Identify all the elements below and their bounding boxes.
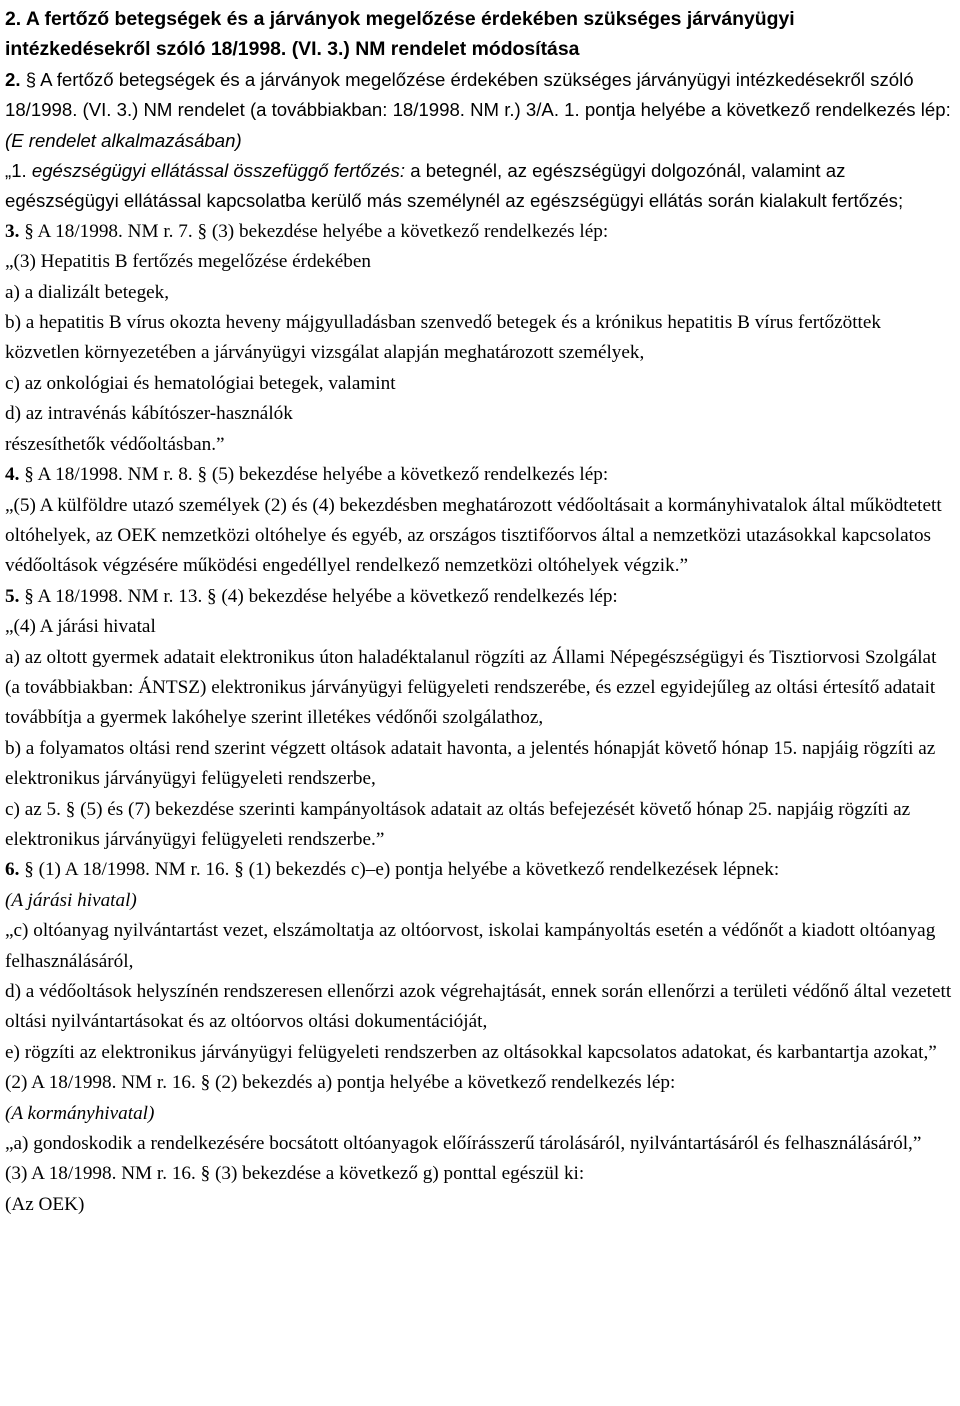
amendment-6-text: (1) A 18/1998. NM r. 16. § (1) bekezdés c)–e) pontja helyébe a következő rendelkezések lépnek: <box>38 859 780 881</box>
amendment-6 <box>5 855 953 885</box>
amendment-5-text: A 18/1998. NM r. 13. § (4) bekezdése helyébe a következő rendelkezés lép: <box>37 585 618 607</box>
amendment-3-line: b) a hepatitis B vírus okozta heveny májgyulladásban szenvedő betegek és a krónikus hepatitis B vírus fertőzöttek közvetlen környezetében a járványügyi vizsgálat alapján meghatározott személyek, <box>5 312 881 364</box>
defined-term: egészségügyi ellátással összefüggő fertőzés: <box>31 160 406 182</box>
amendment-5-number: 5. <box>5 585 20 607</box>
amendment-6-para-2: (2) A 18/1998. NM r. 16. § (2) bekezdés a) pontja helyébe a következő rendelkezés lép: <box>5 1072 676 1094</box>
section-sign: § <box>24 220 34 242</box>
amendment-3-line: „(3) Hepatitis B fertőzés megelőzése érdekében <box>5 251 371 273</box>
amendment-3-line: részesíthetők védőoltásban.” <box>5 433 225 455</box>
amendment-2-number: 2. <box>5 68 21 90</box>
amendment-5 <box>5 582 953 612</box>
amendment-2-definition <box>5 156 953 217</box>
amendment-3-line: a) a dializált betegek, <box>5 281 170 303</box>
definition-text: a betegnél, az egészségügyi dolgozónál, valamint az egészségügyi ellátással kapcsolatba kerülő más személynél az egészségügyi ellátás során kialakult fertőzés; <box>5 160 904 212</box>
amendment-2 <box>5 65 953 126</box>
amendment-6-line: „a) gondoskodik a rendelkezésére bocsátott oltóanyagok előírásszerű tárolásáról, nyilvántartásáról és felhasználásáról,” <box>5 1133 922 1155</box>
amendment-6-para-3: (3) A 18/1998. NM r. 16. § (3) bekezdése a következő g) ponttal egészül ki: <box>5 1163 585 1185</box>
section-sign: § <box>25 68 37 90</box>
section-heading-line-2: intézkedésekről szóló 18/1998. (VI. 3.) NM rendelet módosítása <box>5 38 580 61</box>
quote-open: „1. <box>5 160 27 182</box>
amendment-3-number: 3. <box>5 220 20 242</box>
amendment-2-context: (E rendelet alkalmazásában) <box>5 129 242 151</box>
section-sign: § <box>24 585 34 607</box>
section-sign: § <box>24 859 34 881</box>
amendment-4-text: A 18/1998. NM r. 8. § (5) bekezdése helyébe a következő rendelkezés lép: <box>37 464 609 486</box>
document-body <box>5 4 953 1220</box>
amendment-4-line: „(5) A külföldre utazó személyek (2) és (4) bekezdésben meghatározott védőoltásait a kormányhivatalok által működtetett oltóhelyek, az OEK nemzetközi oltóhelye és egyéb, az országos tisztifőorvos által a nemzetközi utazásokkal kapcsolatos védőoltások végzésére működési engedéllyel rendelkező nemzetközi oltóhelyek végzik.” <box>5 494 942 577</box>
amendment-5-line: a) az oltott gyermek adatait elektronikus úton haladéktalanul rögzíti az Állami Népegészségügyi és Tisztiorvosi Szolgálat (a továbbiakban: ÁNTSZ) elektronikus járványügyi felügyeleti rendszerébe, és ezzel egyidejűleg az oltási értesítő adatait továbbítja a gyermek lakóhelye szerint illetékes védőnői szolgálathoz, <box>5 646 937 729</box>
section-sign: § <box>24 464 34 486</box>
amendment-6-line: e) rögzíti az elektronikus járványügyi felügyeleti rendszerben az oltásokkal kapcsolatos adatokat, és karbantartja azokat,” <box>5 1041 937 1063</box>
amendment-5-line: b) a folyamatos oltási rend szerint végzett oltások adatait havonta, a jelentés hónapját követő hónap 15. napjáig rögzíti az elektronikus járványügyi felügyeleti rendszerbe, <box>5 737 936 790</box>
amendment-2-text: A fertőző betegségek és a járványok megelőzése érdekében szükséges járványügyi intézkedésekről szóló 18/1998. (VI. 3.) NM rendelet (a továbbiakban: 18/1998. NM r.) 3/A. 1. pontja helyébe a következő rendelkezés lép: <box>5 68 951 121</box>
amendment-3-text: A 18/1998. NM r. 7. § (3) bekezdése helyébe a következő rendelkezés lép: <box>37 220 609 242</box>
amendment-4 <box>5 460 953 490</box>
amendment-3-line: c) az onkológiai és hematológiai betegek, valamint <box>5 372 396 394</box>
amendment-3 <box>5 217 953 247</box>
section-heading-line-1: 2. A fertőző betegségek és a járványok megelőzése érdekében szükséges járványügyi <box>5 8 795 30</box>
amendment-4-number: 4. <box>5 464 20 486</box>
amendment-6-context: (Az OEK) <box>5 1193 85 1215</box>
amendment-6-number: 6. <box>5 859 20 881</box>
amendment-5-line: „(4) A járási hivatal <box>5 616 156 638</box>
amendment-6-line: „c) oltóanyag nyilvántartást vezet, elszámoltatja az oltóorvost, iskolai kampányoltás esetén a védőnőt a kiadott oltóanyag felhasználásáról, <box>5 920 936 972</box>
amendment-3-line: d) az intravénás kábítószer-használók <box>5 403 293 425</box>
amendment-5-line: c) az 5. § (5) és (7) bekezdése szerinti kampányoltások adatait az oltás befejezését követő hónap 25. napjáig rögzíti az elektronikus járványügyi felügyeleti rendszerbe.” <box>5 798 911 850</box>
section-heading <box>5 4 953 65</box>
amendment-6-line: d) a védőoltások helyszínén rendszeresen ellenőrzi azok végrehajtását, ennek során ellenőrzi a területi védőnő által vezetett oltási nyilvántartásokat és az oltóorvos oltási dokumentációját, <box>5 981 952 1033</box>
amendment-6-context: (A kormányhivatal) <box>5 1102 155 1124</box>
amendment-6-context: (A járási hivatal) <box>5 889 137 911</box>
